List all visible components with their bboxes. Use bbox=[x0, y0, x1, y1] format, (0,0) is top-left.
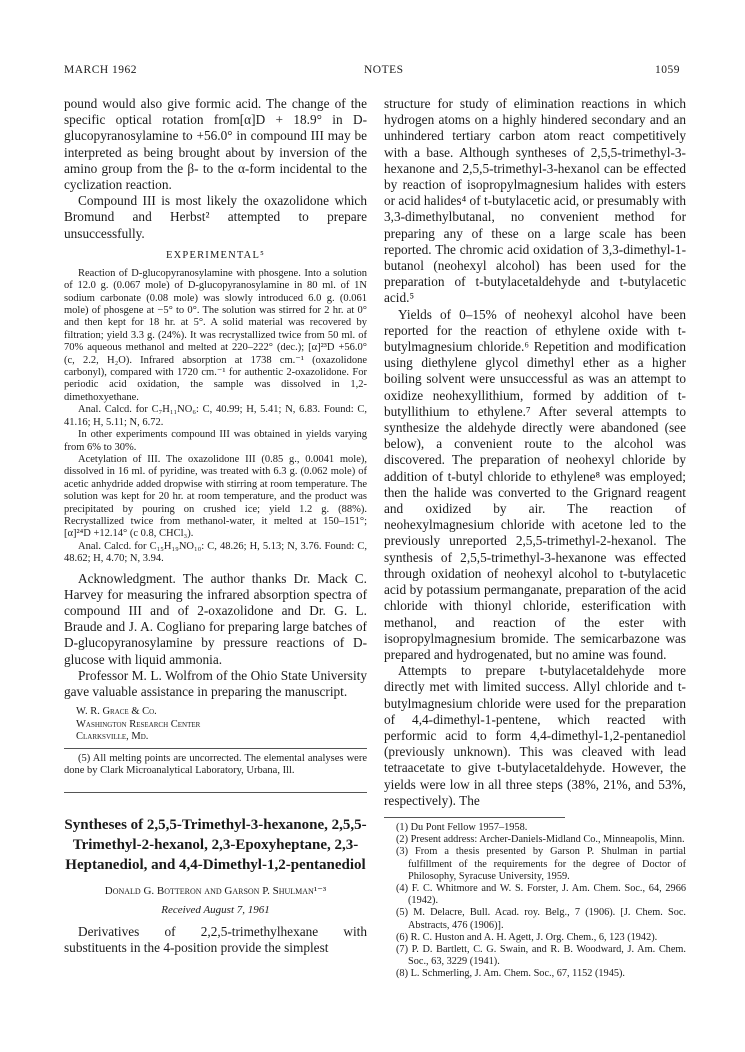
article-intro-paragraph: Derivatives of 2,2,5-trimethylhexane with substituents in the 4-position provide the simplest bbox=[64, 923, 367, 955]
paragraph: Yields of 0–15% of neohexyl alcohol have been reported for the reaction of ethylene oxide with t-butylmagnesium chloride.⁶ Repetition and modification using diethylene glycol dimethyl ether as a higher boiling solvent were unsuccessful as was an attempt to oxidize neohexyllithium, formed by addition of t-butyllithium to ethylene.⁷ After several attempts to synthesize the aldehyde directly were abandoned (see below), a convenient route to the alcohol was discovered. The preparation of neohexyl chloride by addition of t-butyl chloride to ethylene⁸ was employed; then the halide was converted to the Grignard reagent and oxidized by air. The reaction of neohexylmagnesium chloride with acetone led to the previously unreported 2,5,5-trimethyl-2-hexanol. The synthesis of 2,5,5-trimethyl-3-hexanone was effected through oxidation of neohexyl alcohol to t-butylacetic acid by potassium permanganate, preparation of the acid chloride with thionyl chloride, esterification with methanol, and reaction of the ester with isopropylmagnesium bromide. The semicarbazone was prepared and hydrogenated, but no amine was found. bbox=[384, 306, 686, 662]
header-page-number: 1059 bbox=[655, 64, 680, 76]
analysis-paragraph: Anal. Calcd. for C₇H₁₁NO₆: C, 40.99; H, 5.41; N, 6.83. Found: C, 41.16; H, 5.11; N, 6.72. bbox=[64, 404, 367, 428]
footnote: (8) L. Schmerling, J. Am. Chem. Soc., 67, 1152 (1945). bbox=[396, 968, 625, 980]
footnote: (6) R. C. Huston and A. H. Agett, J. Org. Chem., 6, 123 (1942). bbox=[396, 931, 658, 943]
address-line: W. R. Grace & Co. bbox=[76, 706, 157, 718]
footnote: (1) Du Pont Fellow 1957–1958. bbox=[396, 821, 528, 833]
article-authors: Donald G. Botteron and Garson P. Shulman¹⁻³ bbox=[104, 884, 327, 897]
experimental-paragraph: In other experiments compound III was obtained in yields varying from 6% to 30%. bbox=[64, 429, 367, 453]
footnote: (2) Present address: Archer-Daniels-Midland Co., Minneapolis, Minn. bbox=[396, 834, 685, 846]
experimental-paragraph: Acetylation of III. The oxazolidone III (0.85 g., 0.0041 mole), dissolved in 16 ml. of pyridine, was treated with 6.3 g. (0.062 mole) of acetic anhydride added dropwise with stirring at room temperature. The solution was kept for 20 hr. at room temperature, and the product was precipitated by pouring on crushed ice; yield 1.2 g. (88%). Recrystallized twice from methanol-water, it melted at 150–151°; [α]²⁴D +12.14° (c 0.8, CHCl₃). bbox=[64, 453, 367, 540]
footnote: (3) From a thesis presented by Garson P. Shulman in partial fulfillment of the requirements for the degree of Doctor of Philosophy, Syracuse University, 1959. bbox=[396, 846, 686, 882]
footnote: (4) F. C. Whitmore and W. S. Forster, J. Am. Chem. Soc., 64, 2966 (1942). bbox=[396, 882, 686, 907]
footnote: (7) P. D. Bartlett, C. G. Swain, and R. B. Woodward, J. Am. Chem. Soc., 63, 3229 (1941). bbox=[396, 943, 686, 968]
header-date: MARCH 1962 bbox=[64, 64, 138, 76]
article-divider bbox=[64, 792, 367, 793]
footnote: (5) All melting points are uncorrected. The elemental analyses were done by Clark Microanalytical Laboratory, Urbana, Ill. bbox=[64, 752, 367, 777]
experimental-paragraph: Reaction of D-glucopyranosylamine with phosgene. Into a solution of 12.0 g. (0.067 mole) of D-glucopyranosylamine in 80 ml. of 1N sodium carbonate (0.08 mole) was slowly introduced 6.0 g. (0.061 mole) of phosgene at −5° to 0°. The solution was stirred for 2 hr. at 0° and then kept for 18 hr. at 5°. A solid material was recovered by filtration; yield 3.3 g. (24%). It was recrystallized twice from 50 ml. of 70% aqueous methanol and melted at 220–222° (dec.); [α]²³D +56.0° (c, 2.2, H₂O). Infrared absorption at 1738 cm.⁻¹ (oxazolidone carbonyl), compared with 1720 cm.⁻¹ for authentic 2-oxazolidone. For periodic acid oxidation, the sample was dissolved in 1,2-dimethoxyethane. bbox=[64, 267, 367, 403]
page-header bbox=[64, 64, 680, 82]
paragraph: Attempts to prepare t-butylacetaldehyde more directly met with limited success. Allyl chloride and t-butylmagnesium chloride were used for the preparation of 4,4-dimethyl-1-pentene, which reacted with performic acid to form 4,4-dimethyl-1,2-pentanediol (previously unknown). This was cleaved with lead tetraacetate to give t-butylacetaldehyde. However, the yields were low in all three steps (38%, 21%, and 53%, respectively). The bbox=[384, 663, 686, 808]
header-section: NOTES bbox=[364, 64, 404, 76]
footnotes-list bbox=[384, 822, 686, 981]
paragraph: structure for study of elimination reactions in which hydrogen atoms on a highly hindered secondary and an unhindered tertiary carbon atom react competitively with a base. Although syntheses of 2,5,5-trimethyl-3-hexanone and 2,5,5-trimethyl-3-hexanol can be effected by reaction of isopropylmagnesium halides with esters or acid halides⁴ of t-butylacetic acid, or presumably with 3,3-dimethylbutanal, no convenient method for preparing any of these on a large scale has been reported. The chromic acid oxidation of 3,3-dimethyl-1-butanol (neohexyl alcohol) has been used for the preparation of t-butylacetaldehyde and t-butylacetic acid.⁵ bbox=[384, 96, 686, 306]
article-title: Syntheses of 2,5,5-Trimethyl-3-hexanone, 2,5,5-Trimethyl-2-hexanol, 2,3-Epoxyheptane, 2,3-Heptanediol, and 4,4-Dimethyl-1,2-pentanediol bbox=[64, 816, 367, 873]
experimental-heading: EXPERIMENTAL⁵ bbox=[166, 249, 265, 261]
left-column bbox=[64, 96, 367, 956]
footnote: (5) M. Delacre, Bull. Acad. roy. Belg., 7 (1906). [J. Chem. Soc. Abstracts, 476 (1906)]. bbox=[396, 907, 686, 931]
address-line: Washington Research Center bbox=[76, 718, 201, 730]
analysis-paragraph: Anal. Calcd. for C₁₅H₁₉NO₁₀: C, 48.26; H, 5.13; N, 3.76. Found: C, 48.62; H, 4.70; N, 3.94. bbox=[64, 540, 367, 565]
footnote-divider bbox=[384, 817, 565, 818]
affiliation-address bbox=[64, 706, 367, 744]
paragraph: Compound III is most likely the oxazolidone which Bromund and Herbst² attempted to prepare unsuccessfully. bbox=[64, 193, 367, 241]
acknowledgment-paragraph: Acknowledgment. The author thanks Dr. Mack C. Harvey for measuring the infrared absorption spectra of compound III and of 2-oxazolidone and Dr. G. L. Braude and J. A. Cogliano for preparing large batches of D-glucopyranosylamine by pressure reactions of D-glucose with liquid ammonia. bbox=[64, 570, 367, 667]
paragraph: pound would also give formic acid. The change of the specific optical rotation from[α]D + 18.9° in D-glucopyranosylamine to +56.0° in compound III may be interpreted as being brought about by inversion of the amino group from the β- to the α-form incidental to the cyclization reaction. bbox=[64, 96, 367, 193]
address-line: Clarksville, Md. bbox=[76, 731, 149, 743]
acknowledgment-paragraph: Professor M. L. Wolfrom of the Ohio State University gave valuable assistance in preparing the manuscript. bbox=[64, 667, 367, 699]
received-date: Received August 7, 1961 bbox=[161, 903, 270, 916]
right-column bbox=[384, 96, 686, 981]
footnote-divider bbox=[64, 748, 367, 749]
